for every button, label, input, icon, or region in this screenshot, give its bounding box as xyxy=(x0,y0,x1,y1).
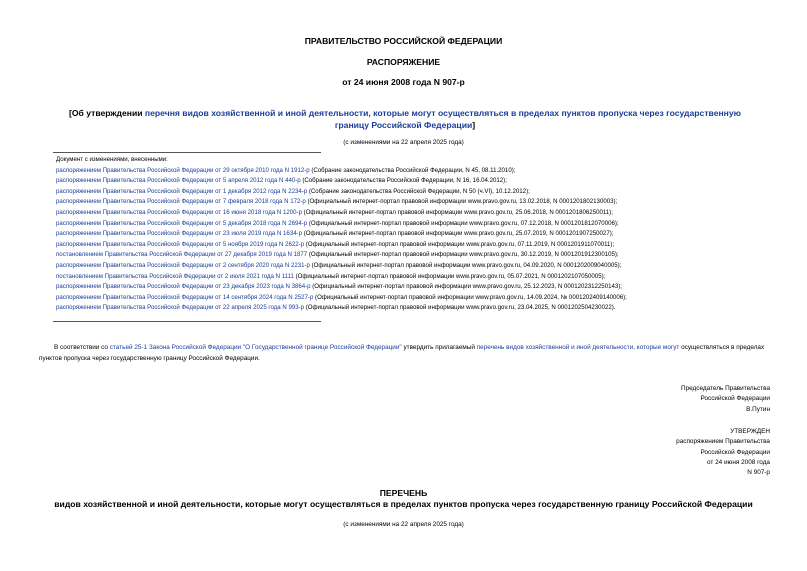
amendment-source: (Официальный интернет-портал правовой информации www.pravo.gov.ru, 25.06.2018, N 0001201806250011); xyxy=(301,208,613,216)
amendment-link[interactable]: распоряжением Правительства Российской Федерации от 29 октября 2010 года N 1912-р xyxy=(56,166,310,174)
government-heading: ПРАВИТЕЛЬСТВО РОССИЙСКОЙ ФЕДЕРАЦИИ xyxy=(304,36,503,46)
amendment-link[interactable]: распоряжением Правительства Российской Федерации от 2 сентября 2020 года N 2231-р xyxy=(56,261,310,269)
amendment-source: (Официальный интернет-портал правовой информации www.pravo.gov.ru, 13.02.2018, N 0001201802130003); xyxy=(305,198,618,206)
list-title: ПЕРЕЧЕНЬ xyxy=(379,488,428,498)
amendment-source: (Официальный интернет-портал правовой информации www.pravo.gov.ru, 14.09.2024, № 0001202409140006); xyxy=(313,293,627,301)
signature-org: Российской Федерации xyxy=(700,395,770,403)
list-item xyxy=(56,282,756,293)
doc-type-heading: РАСПОРЯЖЕНИЕ xyxy=(366,57,441,67)
law-article-link[interactable]: статьей 25-1 Закона Российской Федерации "О Государственной границе Российской Федерации" xyxy=(109,344,402,351)
list-subtitle: видов хозяйственной и иной деятельности, которые могут осуществляться в пределах пунктов пропуска через государственную границу Российской Федерации xyxy=(54,499,753,509)
signature-title: Председатель Правительства xyxy=(681,385,770,392)
approval-line: N 907-р xyxy=(747,469,770,477)
amendment-source: (Официальный интернет-портал правовой информации www.pravo.gov.ru, 05.07.2021, N 0001202107050005); xyxy=(293,272,606,280)
edition-note: (с изменениями на 22 апреля 2025 года) xyxy=(343,139,464,146)
amendment-link[interactable]: распоряжением Правительства Российской Федерации от 5 декабря 2018 года N 2694-р xyxy=(56,219,308,227)
list-item xyxy=(56,166,756,177)
signature-name: В.Путин xyxy=(746,405,770,413)
amendment-source: (Собрание законодательства Российской Федерации, N 16, 16.04.2012); xyxy=(300,177,507,185)
list-item xyxy=(56,176,756,187)
list-item xyxy=(56,208,756,219)
amendment-source: (Официальный интернет-портал правовой информации www.pravo.gov.ru, 23.04.2025, N 0001202504230022). xyxy=(304,304,616,312)
list-item xyxy=(56,272,756,283)
amendment-link[interactable]: распоряжением Правительства Российской Федерации от 23 декабря 2023 года N 3864-р xyxy=(56,283,311,291)
list-item xyxy=(56,293,756,304)
amendment-link[interactable]: распоряжением Правительства Российской Федерации от 22 апреля 2025 года N 993-р xyxy=(56,304,305,312)
subject-suffix: ] xyxy=(472,120,476,130)
amendment-link[interactable]: распоряжением Правительства Российской Федерации от 5 ноября 2019 года N 2622-р xyxy=(56,240,305,248)
amendments-block xyxy=(56,155,756,314)
list-item xyxy=(56,250,756,261)
divider-bottom xyxy=(53,321,321,322)
amendment-link[interactable]: распоряжением Правительства Российской Федерации от 16 июня 2018 года N 1200-р xyxy=(56,208,302,216)
document-subject xyxy=(60,107,750,131)
amendment-source: (Собрание законодательства Российской Федерации, N 50 (ч.VI), 10.12.2012); xyxy=(307,187,530,195)
list-item xyxy=(56,197,756,208)
subject-prefix: [Об утверждении xyxy=(69,108,145,118)
approval-line: от 24 июня 2008 года xyxy=(706,458,770,466)
subject-list-link[interactable]: перечня видов хозяйственной и иной деятельности, которые могут осуществляться в пределах пунктов пропуска через государственную границу Российской Федерации xyxy=(144,108,741,130)
list-item xyxy=(56,219,756,230)
approval-line: Российской Федерации xyxy=(700,448,770,456)
amendment-link[interactable]: распоряжением Правительства Российской Федерации от 23 июля 2019 года N 1634-р xyxy=(56,230,303,238)
amendment-source: (Официальный интернет-портал правовой информации www.pravo.gov.ru, 25.12.2023, N 0001202312250143); xyxy=(310,283,622,291)
signature-block xyxy=(570,384,770,415)
divider-top xyxy=(53,152,321,153)
paragraph-text: осуществляться в пределах пунктов пропуска через государственную границу Российской Федерации. xyxy=(39,344,765,362)
list-item xyxy=(56,229,756,240)
amendments-intro: Документ с изменениями, внесенными: xyxy=(56,156,168,163)
amendment-link[interactable]: распоряжением Правительства Российской Федерации от 7 февраля 2018 года N 172-р xyxy=(56,198,306,206)
approval-heading: УТВЕРЖДЕН xyxy=(730,428,770,435)
paragraph-text: В соответствии со xyxy=(54,344,110,351)
amendment-source: (Официальный интернет-портал правовой информации www.pravo.gov.ru, 07.12.2018, N 0001201812070006); xyxy=(307,219,619,227)
list-item xyxy=(56,240,756,251)
amendment-source: (Собрание законодательства Российской Федерации, N 45, 08.11.2010); xyxy=(309,166,516,174)
approval-line: распоряжением Правительства xyxy=(676,438,770,446)
paragraph-text: утвердить прилагаемый xyxy=(401,344,477,351)
amendment-source: (Официальный интернет-портал правовой информации www.pravo.gov.ru, 30.12.2019, N 0001201912300105); xyxy=(307,251,619,259)
amendment-link[interactable]: постановлением Правительства Российской Федерации от 27 декабря 2019 года N 1877 xyxy=(56,251,308,259)
approval-block xyxy=(570,427,770,478)
amendment-source: (Официальный интернет-портал правовой информации www.pravo.gov.ru, 04.09.2020, N 0001202009040005); xyxy=(309,261,622,269)
list-edition-note: (с изменениями на 22 апреля 2025 года) xyxy=(343,521,464,528)
amendment-link[interactable]: распоряжением Правительства Российской Федерации от 1 декабря 2012 года N 2234-р xyxy=(56,187,308,195)
list-item xyxy=(56,261,756,272)
activity-list-link[interactable]: перечень видов хозяйственной и иной деятельности, которые могут xyxy=(476,344,680,351)
amendment-source: (Официальный интернет-портал правовой информации www.pravo.gov.ru, 07.11.2019, N 0001201911070011); xyxy=(304,240,615,248)
amendment-link[interactable]: распоряжением Правительства Российской Федерации от 14 сентября 2024 года N 2527-р xyxy=(56,293,314,301)
order-paragraph xyxy=(39,343,769,364)
amendment-link[interactable]: распоряжением Правительства Российской Федерации от 5 апреля 2012 года N 440-р xyxy=(56,177,301,185)
doc-date-number: от 24 июня 2008 года N 907-р xyxy=(342,77,465,87)
amendment-link[interactable]: постановлением Правительства Российской Федерации от 2 июля 2021 года N 1111 xyxy=(56,272,294,280)
amendment-source: (Официальный интернет-портал правовой информации www.pravo.gov.ru, 25.07.2019, N 0001201907250027); xyxy=(302,230,614,238)
list-item xyxy=(56,187,756,198)
list-item xyxy=(56,303,756,314)
